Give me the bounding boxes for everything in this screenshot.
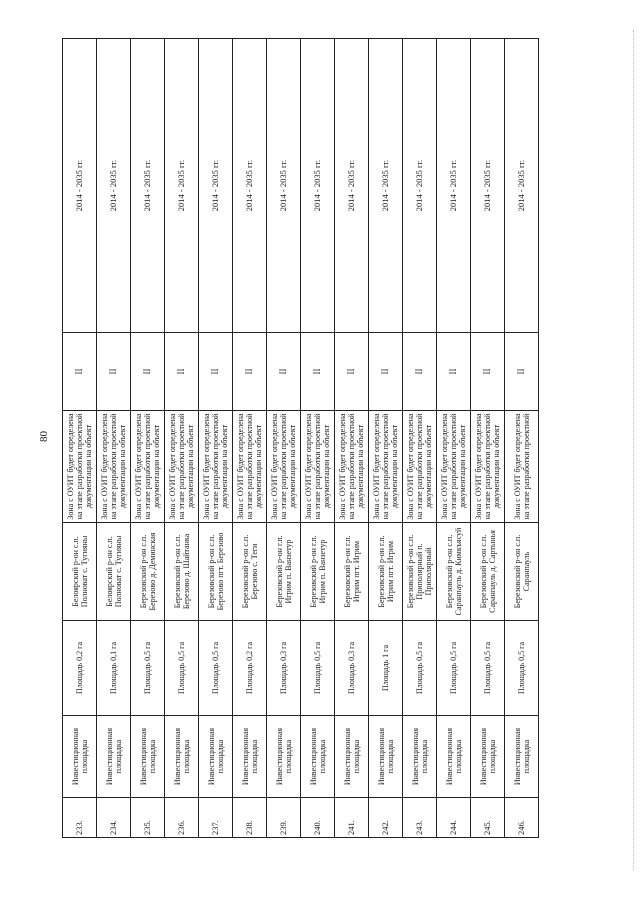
area-cell: Площадь 0,5 га	[437, 621, 471, 716]
objects-table	[62, 38, 539, 838]
row-number: 233.	[63, 798, 97, 838]
category-cell: II	[165, 333, 199, 411]
category-cell: II	[301, 333, 335, 411]
zone-cell: Зона с ОУИТ будет определена на этапе разработки проектной	[505, 411, 539, 523]
period-cell: 2014 - 2035 гг.	[199, 39, 233, 333]
object-type-cell: Инвестиционная площадка	[97, 716, 131, 798]
location-cell: Березовский р-он с.п. Саранпауль	[505, 523, 539, 621]
period-cell: 2014 - 2035 гг.	[335, 39, 369, 333]
table-row	[233, 39, 267, 838]
zone-cell: Зона с ОУИТ будет определена на этапе разработки проектной документации на объект	[471, 411, 505, 523]
object-type-cell: Инвестиционная площадка	[233, 716, 267, 798]
table-row	[471, 39, 505, 838]
row-number: 243.	[403, 798, 437, 838]
location-cell: Березовский р-он с.п. Саранпауль д. Сартынья	[471, 523, 505, 621]
table-row	[199, 39, 233, 838]
table-row	[165, 39, 199, 838]
object-type-cell: Инвестиционная площадка	[131, 716, 165, 798]
area-cell: Площадь 0,5 га	[471, 621, 505, 716]
category-cell: II	[63, 333, 97, 411]
period-cell: 2014 - 2035 гг.	[403, 39, 437, 333]
zone-cell: Зона с ОУИТ будет определена на этапе разработки проектной документации на объект	[63, 411, 97, 523]
period-cell: 2014 - 2035 гг.	[131, 39, 165, 333]
zone-cell: Зона с ОУИТ будет определена на этапе разработки проектной документации на объект	[233, 411, 267, 523]
location-cell: Березовский р-он г.п. Игрим пгт. Игрим	[369, 523, 403, 621]
rotated-page-content	[62, 38, 567, 838]
area-cell: Площадь 0,5 га	[505, 621, 539, 716]
area-cell: Площадь 0,5 га	[165, 621, 199, 716]
location-cell: Березовский р-он с.п. Приполярный п. Приполярный	[403, 523, 437, 621]
area-cell: Площадь 0,2 га	[233, 621, 267, 716]
object-type-cell: Инвестиционная площадка	[369, 716, 403, 798]
table-row	[63, 39, 97, 838]
location-cell: Белоярский р-он с.п. Полноват с. Тугияны	[63, 523, 97, 621]
object-type-cell: Инвестиционная площадка	[199, 716, 233, 798]
zone-cell: Зона с ОУИТ будет определена на этапе разработки проектной документации на объект	[131, 411, 165, 523]
period-cell: 2014 - 2035 гг.	[267, 39, 301, 333]
location-cell: Березовский р-он с.п. Березово д. Шайтанка	[165, 523, 199, 621]
zone-cell: Зона с ОУИТ будет определена на этапе разработки проектной документации на объект	[437, 411, 471, 523]
area-cell: Площадь 1 га	[369, 621, 403, 716]
area-cell: Площадь 0,3 га	[335, 621, 369, 716]
row-number: 238.	[233, 798, 267, 838]
area-cell: Площадь 0,1 га	[97, 621, 131, 716]
area-cell: Площадь 0,2 га	[63, 621, 97, 716]
row-number: 246.	[505, 798, 539, 838]
location-cell: Белоярский р-он с.п. Полноват с. Тугияны	[97, 523, 131, 621]
table-row	[301, 39, 335, 838]
row-number: 244.	[437, 798, 471, 838]
table-row	[131, 39, 165, 838]
location-cell: Березовский р-он г.п. Игрим п. Ванзетур	[267, 523, 301, 621]
zone-cell: Зона с ОУИТ будет определена на этапе разработки проектной документации на объект	[165, 411, 199, 523]
area-cell: Площадь 0,5 га	[199, 621, 233, 716]
row-number: 245.	[471, 798, 505, 838]
row-number: 235.	[131, 798, 165, 838]
period-cell: 2014 - 2035 гг.	[505, 39, 539, 333]
zone-cell: Зона с ОУИТ будет определена на этапе разработки проектной документации на объект	[97, 411, 131, 523]
zone-cell: Зона с ОУИТ будет определена на этапе разработки проектной документации на объект	[199, 411, 233, 523]
category-cell: II	[199, 333, 233, 411]
row-number: 234.	[97, 798, 131, 838]
location-cell: Березовский р-он с.п. Саранпауль д. Кимкъясуй	[437, 523, 471, 621]
area-cell: Площадь 0,5 га	[403, 621, 437, 716]
table-row	[437, 39, 471, 838]
row-number: 237.	[199, 798, 233, 838]
period-cell: 2014 - 2035 гг.	[437, 39, 471, 333]
location-cell: Березовский р-он с.п. Березово с. Теги	[233, 523, 267, 621]
period-cell: 2014 - 2035 гг.	[471, 39, 505, 333]
object-type-cell: Инвестиционная площадка	[403, 716, 437, 798]
object-type-cell: Инвестиционная площадка	[165, 716, 199, 798]
table-row	[97, 39, 131, 838]
category-cell: II	[471, 333, 505, 411]
period-cell: 2014 - 2035 гг.	[301, 39, 335, 333]
zone-cell: Зона с ОУИТ будет определена на этапе разработки проектной документации на объект	[369, 411, 403, 523]
row-number: 242.	[369, 798, 403, 838]
category-cell: II	[505, 333, 539, 411]
category-cell: II	[131, 333, 165, 411]
table-row	[369, 39, 403, 838]
location-cell: Березовский р-он с.п. Березово д. Деминская	[131, 523, 165, 621]
category-cell: II	[335, 333, 369, 411]
location-cell: Березовский р-он с.п. Березово пгт. Березово	[199, 523, 233, 621]
object-type-cell: Инвестиционная площадка	[301, 716, 335, 798]
zone-cell: Зона с ОУИТ будет определена на этапе разработки проектной документации на объект	[301, 411, 335, 523]
area-cell: Площадь 0,5 га	[301, 621, 335, 716]
period-cell: 2014 - 2035 гг.	[369, 39, 403, 333]
period-cell: 2014 - 2035 гг.	[233, 39, 267, 333]
object-type-cell: Инвестиционная площадка	[437, 716, 471, 798]
object-type-cell: Инвестиционная площадка	[63, 716, 97, 798]
table-row	[335, 39, 369, 838]
row-number: 236.	[165, 798, 199, 838]
area-cell: Площадь 0,3 га	[267, 621, 301, 716]
row-number: 239.	[267, 798, 301, 838]
category-cell: II	[403, 333, 437, 411]
category-cell: II	[267, 333, 301, 411]
category-cell: II	[369, 333, 403, 411]
object-type-cell: Инвестиционная площадка	[267, 716, 301, 798]
location-cell: Березовский р-он г.п. Игрим пгт. Игрим	[335, 523, 369, 621]
category-cell: II	[97, 333, 131, 411]
period-cell: 2014 - 2035 гг.	[63, 39, 97, 333]
location-cell: Березовский р-он г.п. Игрим п. Ванзетур	[301, 523, 335, 621]
zone-cell: Зона с ОУИТ будет определена на этапе разработки проектной документации на объект	[267, 411, 301, 523]
row-number: 241.	[335, 798, 369, 838]
table-body	[63, 39, 539, 838]
category-cell: II	[437, 333, 471, 411]
zone-cell: Зона с ОУИТ будет определена на этапе разработки проектной документации на объект	[403, 411, 437, 523]
object-type-cell: Инвестиционная площадка	[505, 716, 539, 798]
page-number: 80	[38, 431, 50, 442]
row-number: 240.	[301, 798, 335, 838]
object-type-cell: Инвестиционная площадка	[335, 716, 369, 798]
zone-cell: Зона с ОУИТ будет определена на этапе разработки проектной документации на объект	[335, 411, 369, 523]
period-cell: 2014 - 2035 гг.	[165, 39, 199, 333]
category-cell: II	[233, 333, 267, 411]
right-margin-scan-marks	[627, 30, 634, 870]
period-cell: 2014 - 2035 гг.	[97, 39, 131, 333]
table-row	[403, 39, 437, 838]
object-type-cell: Инвестиционная площадка	[471, 716, 505, 798]
table-row	[505, 39, 539, 838]
area-cell: Площадь 0,5 га	[131, 621, 165, 716]
table-row	[267, 39, 301, 838]
